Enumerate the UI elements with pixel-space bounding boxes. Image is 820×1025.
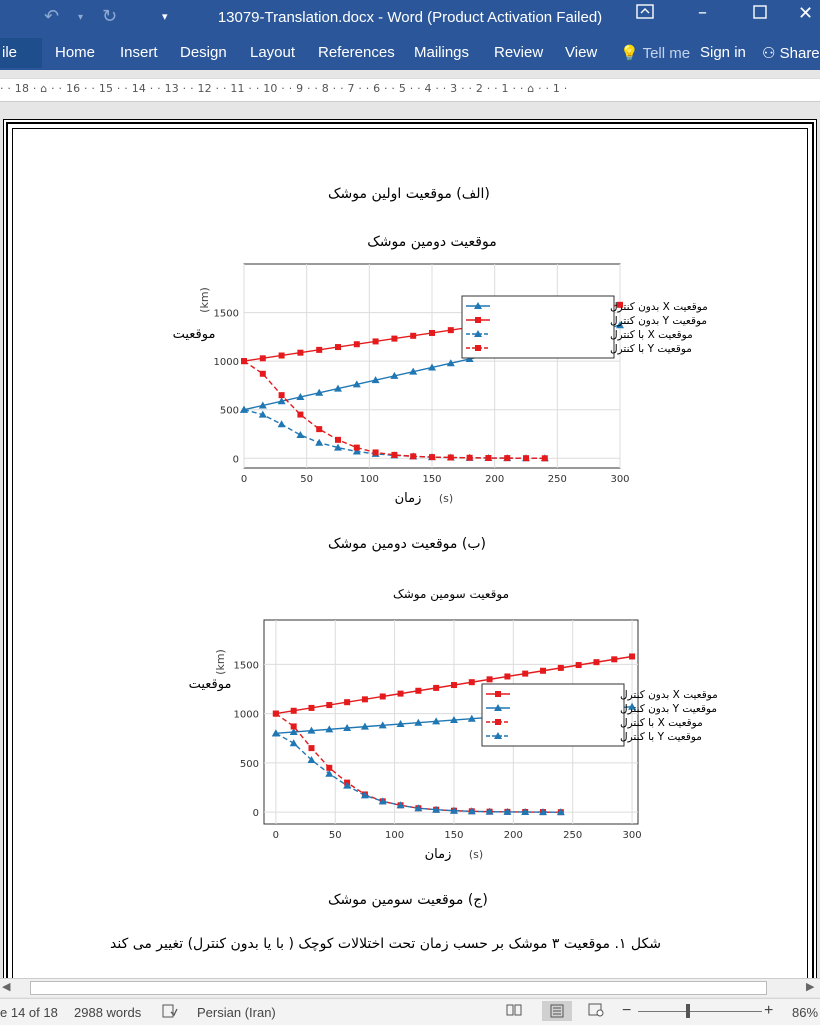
data-point	[279, 392, 285, 398]
data-point	[354, 341, 360, 347]
web-layout-icon[interactable]	[587, 1003, 605, 1019]
data-point	[344, 699, 350, 705]
data-point	[504, 673, 510, 679]
tell-me-label: Tell me	[642, 45, 691, 62]
tab-file[interactable]: ile	[0, 38, 42, 68]
caption-c: (ج) موقعیت سومین موشک	[328, 892, 488, 908]
data-point	[540, 668, 546, 674]
x-axis-unit: (s)	[438, 492, 454, 505]
scroll-left-icon[interactable]: ◀	[2, 980, 11, 993]
data-point	[576, 662, 582, 668]
data-point	[291, 723, 297, 729]
x-tick-label: 300	[622, 830, 642, 841]
tab-layout[interactable]: Layout	[250, 44, 296, 61]
tab-design[interactable]: Design	[180, 44, 227, 61]
data-point	[429, 330, 435, 336]
data-point	[241, 358, 247, 364]
data-point	[487, 676, 493, 682]
x-tick-label: 0	[240, 474, 248, 485]
data-point	[354, 445, 360, 451]
y-tick-label: 1000	[233, 709, 259, 721]
data-point	[469, 679, 475, 685]
data-point	[391, 452, 397, 458]
tab-mailings[interactable]: Mailings	[414, 44, 470, 61]
legend-entry: موقعیت Y با کنترل	[620, 731, 702, 743]
x-axis-label: زمان	[394, 491, 422, 506]
data-point	[448, 455, 454, 461]
y-axis-label: موقعیت	[188, 677, 232, 692]
data-point	[429, 454, 435, 460]
caption-b: (ب) موقعیت دومین موشک	[328, 536, 486, 552]
close-icon[interactable]: ✕	[798, 3, 814, 24]
x-tick-label: 250	[547, 474, 567, 485]
data-point	[335, 344, 341, 350]
ribbon-display-icon[interactable]	[636, 4, 654, 25]
figure-caption: شکل ۱. موقعیت ۳ موشک بر حسب زمان تحت اختلالات کوچک ( با یا بدون کنترل) تغییر می کند	[110, 936, 661, 952]
legend-marker	[495, 691, 501, 697]
y-axis-unit: (km)	[198, 287, 211, 313]
data-point	[558, 665, 564, 671]
data-point	[451, 682, 457, 688]
x-tick-label: 300	[610, 474, 630, 485]
print-layout-icon[interactable]	[542, 1001, 572, 1021]
ribbon-tabs	[0, 36, 820, 70]
zoom-slider[interactable]	[638, 1011, 762, 1012]
data-point	[380, 693, 386, 699]
title-bar	[0, 0, 820, 36]
tab-view[interactable]: View	[565, 44, 598, 61]
y-axis-unit: (km)	[214, 649, 227, 675]
read-mode-icon[interactable]	[505, 1003, 523, 1019]
status-bar	[0, 998, 820, 1025]
data-point	[448, 327, 454, 333]
data-point	[308, 705, 314, 711]
legend-box	[462, 296, 614, 358]
x-axis-unit: (s)	[468, 848, 484, 861]
scroll-right-icon[interactable]: ▶	[806, 980, 815, 993]
legend-marker	[495, 719, 501, 725]
data-point	[335, 437, 341, 443]
legend-entry: موقعیت X بدون کنترل	[610, 301, 708, 313]
share-label: Share	[779, 45, 820, 62]
data-point	[542, 455, 548, 461]
data-point	[291, 708, 297, 714]
y-tick-label: 500	[239, 758, 259, 770]
zoom-level[interactable]: 86%	[792, 1005, 819, 1020]
y-tick-label: 1500	[233, 660, 259, 672]
data-point	[273, 711, 279, 717]
legend-entry: موقعیت Y با کنترل	[610, 343, 692, 355]
x-tick-label: 150	[444, 830, 464, 841]
caption-a: (الف) موقعیت اولین موشک	[328, 186, 490, 202]
window-title: 13079-Translation.docx - Word (Product Activation Failed)	[217, 9, 603, 26]
legend-entry: موقعیت Y بدون کنترل	[610, 315, 708, 327]
chart-third-missile	[180, 582, 718, 867]
data-point	[308, 745, 314, 751]
chart-second-missile	[158, 224, 708, 509]
data-point	[410, 333, 416, 339]
data-point	[467, 455, 473, 461]
tab-review[interactable]: Review	[494, 44, 544, 61]
scroll-thumb[interactable]	[30, 981, 767, 995]
data-point	[373, 338, 379, 344]
data-point	[410, 453, 416, 459]
x-tick-label: 200	[485, 474, 505, 485]
x-tick-label: 100	[385, 830, 405, 841]
x-axis-label: زمان	[424, 847, 452, 862]
legend-entry: موقعیت X بدون کنترل	[620, 689, 718, 701]
data-point	[326, 702, 332, 708]
data-point	[485, 455, 491, 461]
data-point	[522, 671, 528, 677]
legend-box	[482, 684, 624, 746]
data-point	[362, 696, 368, 702]
customize-toolbar-icon[interactable]: ▾	[162, 10, 168, 23]
x-tick-label: 0	[272, 830, 280, 841]
legend-entry: موقعیت X با کنترل	[610, 329, 693, 341]
horizontal-scrollbar[interactable]	[0, 978, 820, 997]
data-point	[504, 455, 510, 461]
undo-icon[interactable]: ↶	[44, 6, 60, 27]
tell-me-search[interactable]	[620, 44, 690, 62]
tab-insert[interactable]: Insert	[120, 44, 158, 61]
redo-icon[interactable]: ↻	[102, 6, 118, 27]
person-icon: ⚇	[762, 45, 776, 62]
y-tick-label: 1000	[213, 357, 239, 369]
data-point	[523, 455, 529, 461]
data-point	[297, 350, 303, 356]
proofing-icon[interactable]	[162, 1003, 178, 1022]
data-point	[398, 691, 404, 697]
data-point	[260, 371, 266, 377]
zoom-in-button[interactable]: +	[764, 1002, 774, 1019]
document-page[interactable]	[6, 122, 814, 986]
x-tick-label: 200	[503, 830, 523, 841]
x-tick-label: 250	[563, 830, 583, 841]
data-point	[433, 685, 439, 691]
x-tick-label: 50	[300, 474, 314, 485]
data-point	[316, 347, 322, 353]
data-point	[593, 659, 599, 665]
y-tick-label: 1500	[213, 308, 239, 320]
legend-marker	[475, 317, 481, 323]
tab-home[interactable]: Home	[55, 44, 96, 61]
x-tick-label: 150	[422, 474, 442, 485]
page-count[interactable]: e 14 of 18	[0, 1005, 58, 1020]
y-tick-label: 0	[252, 808, 259, 820]
undo-dropdown-icon[interactable]: ▾	[78, 12, 84, 23]
zoom-slider-thumb[interactable]	[686, 1004, 690, 1018]
data-point	[279, 353, 285, 359]
data-point	[391, 336, 397, 342]
y-tick-label: 0	[232, 454, 239, 466]
share-button[interactable]	[762, 44, 820, 62]
legend-marker	[475, 345, 481, 351]
ruler-scale: · · 18 · ⌂ · · 16 · · 15 · · 14 · · 13 · · 12 · · 11 · · 10 · · 9 · · 8 · · 7 · · 6 · · 5 · · 4 · · 3 · · 2 · · 1 · · ⌂ · · 1 ·	[0, 82, 568, 95]
data-point	[316, 426, 322, 432]
x-tick-label: 100	[359, 474, 379, 485]
chart-title: موقعیت سومین موشک	[392, 587, 510, 601]
maximize-icon[interactable]	[752, 4, 768, 25]
x-tick-label: 50	[328, 830, 342, 841]
word-count[interactable]: 2988 words	[74, 1005, 142, 1020]
legend-entry: موقعیت Y بدون کنترل	[620, 703, 718, 715]
y-axis-label: موقعیت	[172, 327, 216, 342]
data-point	[415, 688, 421, 694]
horizontal-ruler[interactable]	[0, 78, 820, 102]
data-point	[629, 653, 635, 659]
lightbulb-icon: 💡	[620, 45, 639, 62]
y-tick-label: 500	[219, 405, 239, 417]
zoom-out-button[interactable]: −	[622, 1002, 632, 1019]
chart-title: موقعیت دومین موشک	[367, 234, 497, 250]
data-point	[611, 656, 617, 662]
legend-entry: موقعیت X با کنترل	[620, 717, 703, 729]
data-point	[297, 412, 303, 418]
data-point	[373, 449, 379, 455]
data-point	[260, 355, 266, 361]
language[interactable]: Persian (Iran)	[197, 1005, 276, 1020]
tab-references[interactable]: References	[318, 44, 395, 61]
sign-in-link[interactable]: Sign in	[700, 44, 746, 61]
minimize-icon[interactable]: –	[698, 2, 707, 23]
